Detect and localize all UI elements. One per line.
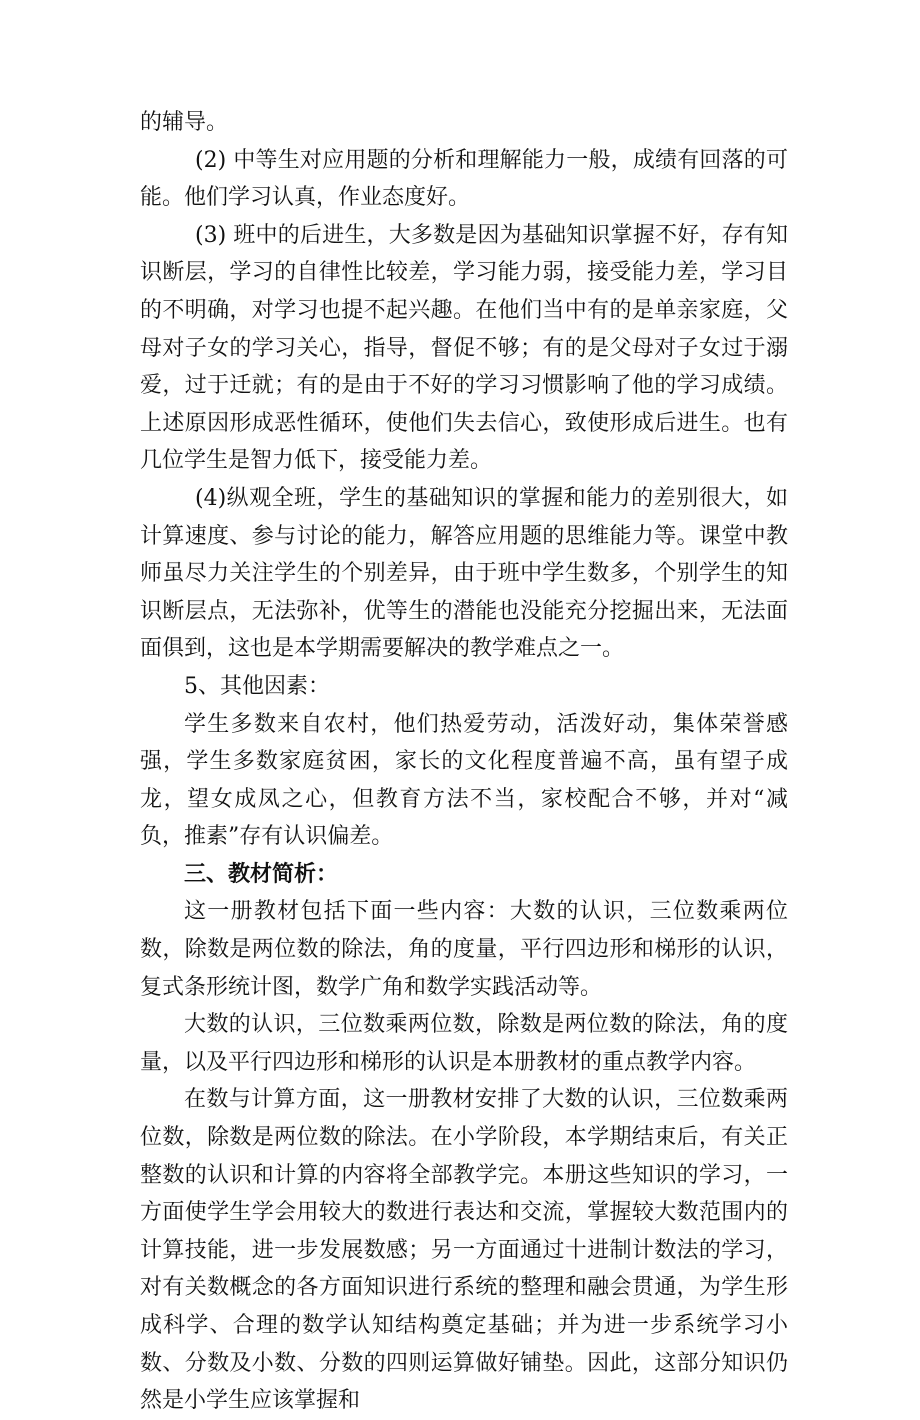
section-heading-textbook-analysis: 三、教材简析： xyxy=(184,861,339,887)
paragraph-number-calculation: 在数与计算方面，这一册教材安排了大数的认识，三位数乘两位数，除数是两位数的除法。在小学阶段，本学期结束后，有关正整数的认识和计算的内容将全部教学完。本册这些知识的学习，一方面使学生学会用较大的数进行表达和交流，掌握较大数范围内的计算技能，进一步发展数感；另一方面通过十进制计数法的学习，对有关数概念的各方面知识进行系统的整理和融会贯通，为学生形成科学、合理的数学认知结构奠定基础；并为进一步系统学习小数、分数及小数、分数的四则运算做好铺垫。因此，这部分知识仍然是小学生应该掌握和 xyxy=(140,1087,788,1414)
paragraph-key-content: 大数的认识，三位数乘两位数，除数是两位数的除法，角的度量，以及平行四边形和梯形的认识是本册教材的重点教学内容。 xyxy=(140,1012,788,1075)
paragraph-continuation: 的辅导。 xyxy=(140,110,229,135)
paragraph-item-4: (4)纵观全班，学生的基础知识的掌握和能力的差别很大，如计算速度、参与讨论的能力，解答应用题的思维能力等。课堂中教师虽尽力关注学生的个别差异，由于班中学生数多，个别学生的知识断层点，无法弥补，优等生的潜能也没能充分挖掘出来，无法面面俱到，这也是本学期需要解决的教学难点之一。 xyxy=(140,485,788,662)
paragraph-item-2: (2) 中等生对应用题的分析和理解能力一般，成绩有回落的可能。他们学习认真，作业态度好。 xyxy=(140,147,788,211)
paragraph-item-3: (3) 班中的后进生，大多数是因为基础知识掌握不好，存有知识断层，学习的自律性比较差，学习能力弱，接受能力差，学习目的不明确，对学习也提不起兴趣。在他们当中有的是单亲家庭，父母对子女的学习关心，指导，督促不够；有的是父母对子女过于溺爱，过于迁就；有的是由于不好的学习习惯影响了他的学习成绩。上述原因形成恶性循环，使他们失去信心，致使形成后进生。也有几位学生是智力低下，接受能力差。 xyxy=(140,222,788,474)
section-heading-other-factors: 5、其他因素： xyxy=(184,673,330,699)
paragraph-textbook-contents: 这一册教材包括下面一些内容：大数的认识，三位数乘两位数，除数是两位数的除法，角的度量，平行四边形和梯形的认识，复式条形统计图，数学广角和数学实践活动等。 xyxy=(140,899,788,1000)
document-page xyxy=(140,104,788,1420)
paragraph-other-factors: 学生多数来自农村，他们热爱劳动，活泼好动，集体荣誉感强，学生多数家庭贫困，家长的文化程度普遍不高，虽有望子成龙，望女成凤之心，但教育方法不当，家校配合不够，并对“减负，推素”存有认识偏差。 xyxy=(140,711,788,850)
